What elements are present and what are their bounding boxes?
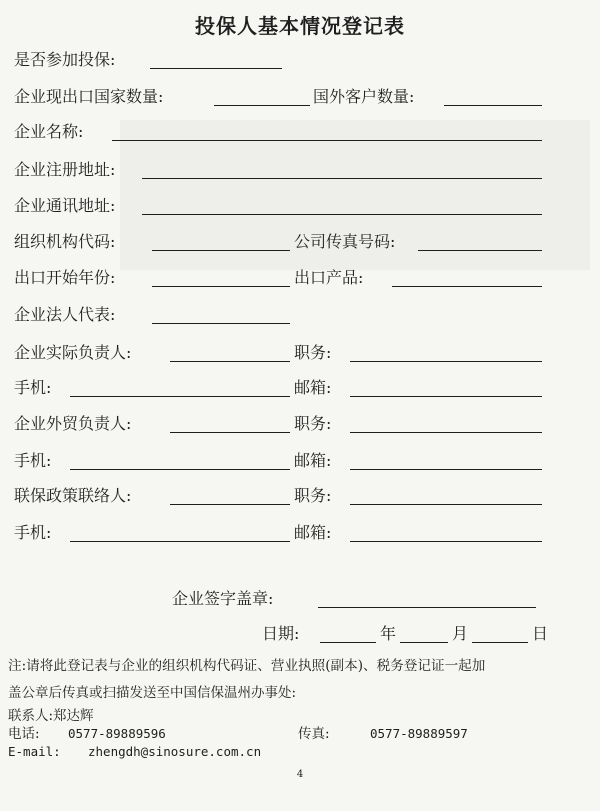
- mobile-3-field[interactable]: [70, 541, 290, 542]
- email-1-field[interactable]: [350, 396, 542, 397]
- position-2-field[interactable]: [350, 432, 542, 433]
- mobile-2-field[interactable]: [70, 469, 290, 470]
- phone-label: 电话:: [8, 726, 40, 742]
- fax-value: 0577-89889597: [370, 726, 468, 741]
- legal-rep-label: 企业法人代表:: [14, 305, 116, 324]
- position-1-field[interactable]: [350, 361, 542, 362]
- export-countries-label: 企业现出口国家数量:: [14, 87, 164, 106]
- mailing-address-field[interactable]: [142, 214, 542, 215]
- export-start-year-label: 出口开始年份:: [14, 268, 116, 287]
- contact-person: 联系人:郑达辉: [8, 708, 94, 724]
- position-1-label: 职务:: [294, 343, 332, 362]
- email-2-field[interactable]: [350, 469, 542, 470]
- seal-label: 企业签字盖章:: [172, 589, 274, 608]
- date-day-field[interactable]: [472, 642, 528, 643]
- page-number: 4: [296, 769, 304, 780]
- foreign-customers-field[interactable]: [444, 105, 542, 106]
- insured-joined-label: 是否参加投保:: [14, 50, 116, 69]
- note-line-2: 盖公章后传真或扫描发送至中国信保温州办事处:: [8, 685, 297, 701]
- mobile-1-field[interactable]: [70, 396, 290, 397]
- date-month-field[interactable]: [400, 642, 448, 643]
- email-1-label: 邮箱:: [294, 378, 332, 397]
- email-value: zhengdh@sinosure.com.cn: [88, 744, 262, 759]
- email-3-label: 邮箱:: [294, 523, 332, 542]
- foreign-customers-label: 国外客户数量:: [313, 87, 415, 106]
- email-label: E-mail:: [8, 744, 61, 759]
- phone-value: 0577-89889596: [68, 726, 166, 741]
- date-year-label: 年: [380, 624, 397, 643]
- email-3-field[interactable]: [350, 541, 542, 542]
- actual-manager-field[interactable]: [170, 361, 290, 362]
- email-2-label: 邮箱:: [294, 451, 332, 470]
- company-name-label: 企业名称:: [14, 122, 84, 141]
- policy-contact-field[interactable]: [170, 504, 290, 505]
- note-line-1: 注:请将此登记表与企业的组织机构代码证、营业执照(副本)、税务登记证一起加: [8, 658, 486, 674]
- mailing-address-label: 企业通讯地址:: [14, 196, 116, 215]
- company-name-field[interactable]: [112, 140, 542, 141]
- date-month-label: 月: [452, 624, 469, 643]
- policy-contact-label: 联保政策联络人:: [14, 486, 132, 505]
- insured-joined-field[interactable]: [150, 68, 282, 69]
- position-3-field[interactable]: [350, 504, 542, 505]
- trade-manager-field[interactable]: [170, 432, 290, 433]
- position-3-label: 职务:: [294, 486, 332, 505]
- page-title: 投保人基本情况登记表: [195, 14, 405, 38]
- actual-manager-label: 企业实际负责人:: [14, 343, 132, 362]
- date-year-field[interactable]: [320, 642, 376, 643]
- date-day-label: 日: [532, 624, 549, 643]
- mobile-2-label: 手机:: [14, 451, 52, 470]
- legal-rep-field[interactable]: [152, 323, 290, 324]
- mobile-1-label: 手机:: [14, 378, 52, 397]
- registered-address-label: 企业注册地址:: [14, 160, 116, 179]
- position-2-label: 职务:: [294, 414, 332, 433]
- export-countries-field[interactable]: [214, 105, 310, 106]
- fax-label: 传真:: [298, 726, 330, 742]
- registered-address-field[interactable]: [142, 178, 542, 179]
- export-products-field[interactable]: [392, 286, 542, 287]
- date-label: 日期:: [262, 624, 300, 643]
- export-start-year-field[interactable]: [152, 286, 290, 287]
- company-fax-label: 公司传真号码:: [294, 232, 396, 251]
- org-code-label: 组织机构代码:: [14, 232, 116, 251]
- export-products-label: 出口产品:: [294, 268, 364, 287]
- company-fax-field[interactable]: [418, 250, 542, 251]
- org-code-field[interactable]: [152, 250, 290, 251]
- trade-manager-label: 企业外贸负责人:: [14, 414, 132, 433]
- seal-field[interactable]: [318, 607, 536, 608]
- mobile-3-label: 手机:: [14, 523, 52, 542]
